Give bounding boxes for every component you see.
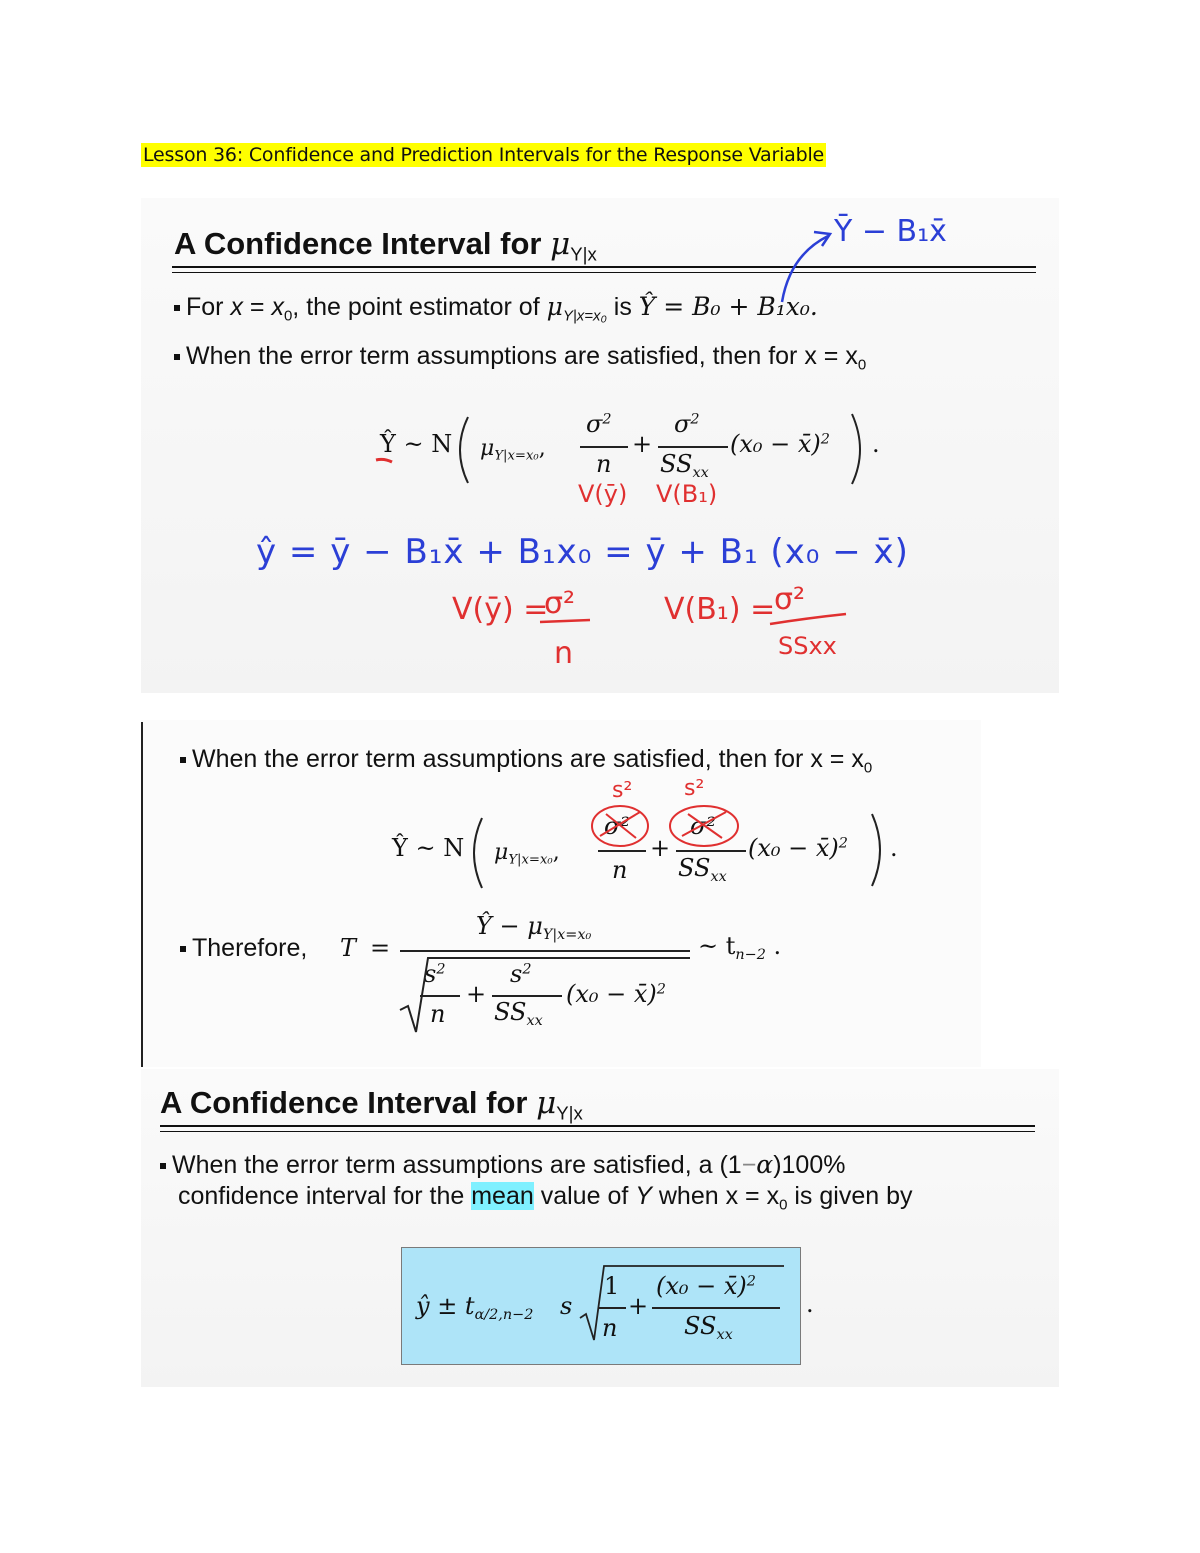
s2-plus: + <box>650 834 671 862</box>
s2-T: T <box>340 934 357 962</box>
document-title: Lesson 36: Confidence and Prediction Intervals for the Response Variable <box>143 144 825 166</box>
s1-hand-equation: ŷ = ȳ − B₁x̄ + B₁x₀ = ȳ + B₁ (x₀ − x̄) <box>256 532 909 572</box>
s1-hand-frac-1 <box>540 620 590 622</box>
s2-hand-s2-1: s² <box>612 778 633 803</box>
s1-ssxx: $SS_{xx}$ <box>660 450 709 482</box>
s2-den-n: n <box>430 1000 446 1028</box>
s1-lparen <box>460 417 468 483</box>
s2-red-cross-1 <box>600 812 640 838</box>
ci-one: 1 <box>604 1272 620 1300</box>
ci-period: . <box>806 1290 814 1318</box>
s2-rparen <box>872 814 880 886</box>
slide-2-bullet-1: When the error term assumptions are satisfied, then for $x = x_0$ <box>180 745 872 776</box>
s2-den-s2: $s^2$ <box>424 960 446 988</box>
s2-den-plus: + <box>466 980 487 1008</box>
s1-tail: (x₀ − x̄)$^2$ <box>730 430 830 458</box>
ci-lhs: ŷ ± $t_{\alpha/2,n-2}$ <box>416 1292 534 1324</box>
s1-hand-vb2: V(B₁) = <box>664 592 776 627</box>
s2-eq: = <box>370 934 391 962</box>
s2-hand-s2-2: s² <box>684 776 705 801</box>
ci-radical <box>580 1266 784 1340</box>
ci-s: s <box>560 1292 573 1320</box>
s2-numerator: Ŷ − $\mu_{Y|x=x_0}$ <box>476 912 592 944</box>
s2-ssxx: $SS_{xx}$ <box>678 854 727 886</box>
ci-plus: + <box>628 1292 649 1320</box>
ci-n: n <box>602 1314 618 1342</box>
s2-radical <box>400 958 690 1032</box>
s1-hand-frac-2 <box>770 614 846 624</box>
slide-1-bullet-2: When the error term assumptions are satisfied, then for $x = x_0$ <box>174 342 866 373</box>
s2-n: n <box>612 856 628 884</box>
s2-den-ssxx: $SS_{xx}$ <box>494 998 543 1030</box>
s1-sigma-2: $\sigma^2$ <box>674 410 700 438</box>
s1-sigma-1: $\sigma^2$ <box>586 410 612 438</box>
s2-tail: (x₀ − x̄)$^2$ <box>748 834 848 862</box>
s1-dist-mu: $\mu_{Y|x=x_0}$, <box>480 436 546 464</box>
s1-dist-lhs: Ŷ ~ N <box>380 430 453 458</box>
mean-highlight: mean <box>471 1182 534 1210</box>
s2-red-cross-2 <box>682 812 726 838</box>
s1-n: n <box>596 450 612 478</box>
s1-hand-sigma-2: σ² <box>774 582 806 617</box>
ci-num: (x₀ − x̄)$^2$ <box>656 1272 756 1300</box>
s2-sigma-1: σ² <box>604 812 631 840</box>
slide-3-bullet-1-cont: confidence interval for the mean value of Y when $x = x_0$ is given by <box>178 1182 913 1214</box>
s2-lparen <box>474 818 482 888</box>
s2-t-dist: ~ $t_{n-2}$ . <box>698 932 782 964</box>
s1-hand-top: Ȳ − B₁x̄ <box>834 214 947 249</box>
s2-period: . <box>890 834 898 862</box>
s1-blue-arrow <box>782 236 828 302</box>
slide-3-title: A Confidence Interval for $\mu_{Y|x}$ <box>160 1085 583 1124</box>
slide-1-title: A Confidence Interval for $\mu_{Y|x}$ <box>174 226 597 265</box>
s1-hand-n: n <box>554 636 574 671</box>
s2-dist-mu: $\mu_{Y|x=x_0}$, <box>494 840 560 868</box>
ci-ssxx: $SS_{xx}$ <box>684 1312 733 1344</box>
s1-period: . <box>872 430 880 458</box>
s1-hand-ssxx: SSxx <box>778 632 837 660</box>
slide-2-bullet-2: Therefore, <box>180 934 307 963</box>
s1-plus: + <box>632 430 653 458</box>
s1-hand-vb: V(B₁) <box>656 480 718 508</box>
s1-hand-vy: V(ȳ) <box>578 480 628 508</box>
slide-3-bullet-1: When the error term assumptions are satisfied, a (1−α)100% <box>160 1150 845 1180</box>
s1-red-underline <box>376 459 392 462</box>
s2-den-s2-b: $s^2$ <box>510 960 532 988</box>
s2-sigma-2: σ² <box>690 812 717 840</box>
s2-den-tail: (x₀ − x̄)$^2$ <box>566 980 666 1008</box>
s1-rparen <box>852 414 860 484</box>
s1-hand-vy2: V(ȳ) = <box>452 592 549 627</box>
s2-dist-lhs: Ŷ ~ N <box>392 834 465 862</box>
s1-hand-sigma: σ² <box>544 586 576 621</box>
slide-1-bullet-1: For $x = x_0$, the point estimator of $\mu_{Y|x=x_0}$ is Ŷ = B₀ + B₁x₀. <box>174 292 818 324</box>
